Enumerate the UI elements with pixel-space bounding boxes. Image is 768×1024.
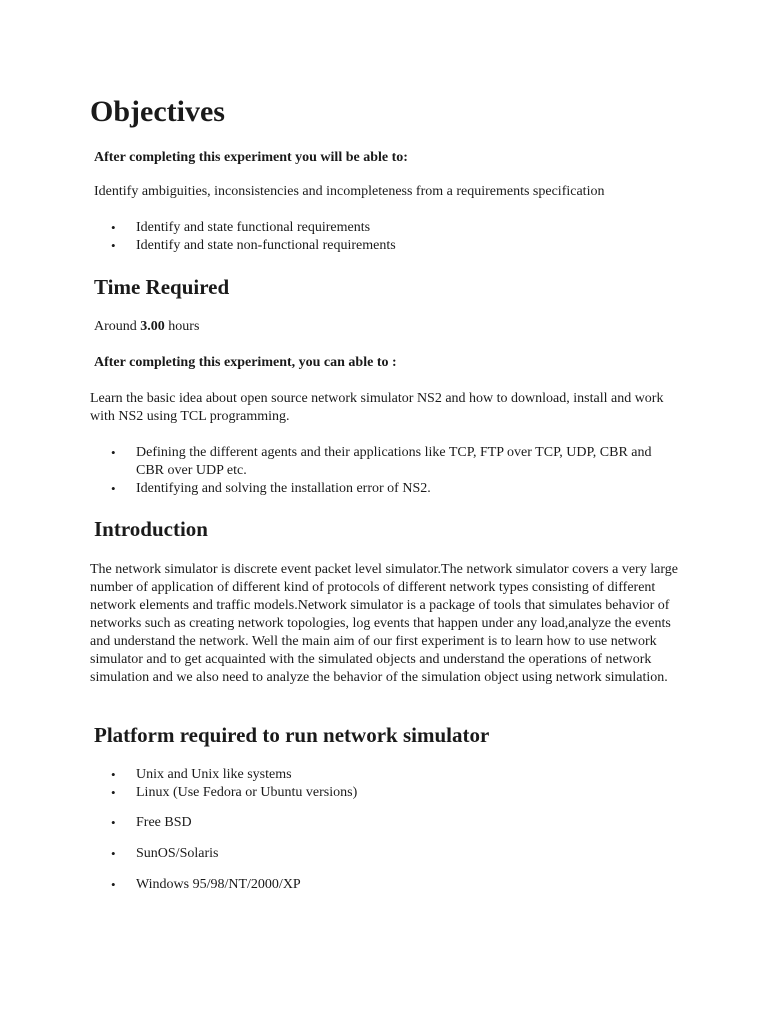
time-required-intro: After completing this experiment, you can able to :: [94, 355, 397, 370]
objectives-intro: After completing this experiment you will be able to:: [94, 150, 408, 165]
platform-list: [94, 766, 674, 894]
objectives-list: [94, 219, 674, 255]
list-item: • Identify and state non-functional requirements: [94, 237, 674, 255]
time-required-list: [94, 444, 674, 498]
time-hours: 3.00: [140, 319, 165, 334]
page-title: Objectives: [90, 95, 225, 128]
list-item: • SunOS/Solaris: [94, 845, 674, 863]
time-required-heading: Time Required: [94, 275, 230, 299]
list-item: • Unix and Unix like systems: [94, 766, 674, 784]
time-required-value: [94, 318, 199, 336]
list-item: • Free BSD: [94, 814, 674, 832]
list-item: • Identify and state functional requirements: [94, 219, 674, 237]
introduction-heading: Introduction: [94, 517, 208, 541]
list-item: • Identifying and solving the installation error of NS2.: [94, 480, 674, 498]
objectives-statement: Identify ambiguities, inconsistencies and incompleteness from a requirements specification: [94, 184, 605, 199]
list-item: • Defining the different agents and their applications like TCP, FTP over TCP, UDP, CBR and CBR over UDP etc.: [94, 444, 674, 480]
list-item: • Linux (Use Fedora or Ubuntu versions): [94, 784, 674, 802]
platform-heading: Platform required to run network simulator: [94, 723, 490, 747]
time-suffix: hours: [164, 319, 200, 334]
time-required-statement: Learn the basic idea about open source network simulator NS2 and how to download, install and work with NS2 using TCL programming.: [90, 391, 664, 424]
time-prefix: Around: [94, 319, 141, 334]
introduction-body: The network simulator is discrete event packet level simulator.The network simulator covers a very large number of application of different kind of protocols of different network types consisting of different network elements and traffic models.Network simulator is a package of tools that simulates behavior of networks such as creating network topologies, log events that happen under any load,analyze the events and understand the network. Well the main aim of our first experiment is to learn how to use network simulator and to get acquainted with the simulated objects and understand the operations of network simulation and we also need to analyze the behavior of the simulation object using network simulation.: [90, 562, 678, 685]
list-item: • Windows 95/98/NT/2000/XP: [94, 876, 674, 894]
